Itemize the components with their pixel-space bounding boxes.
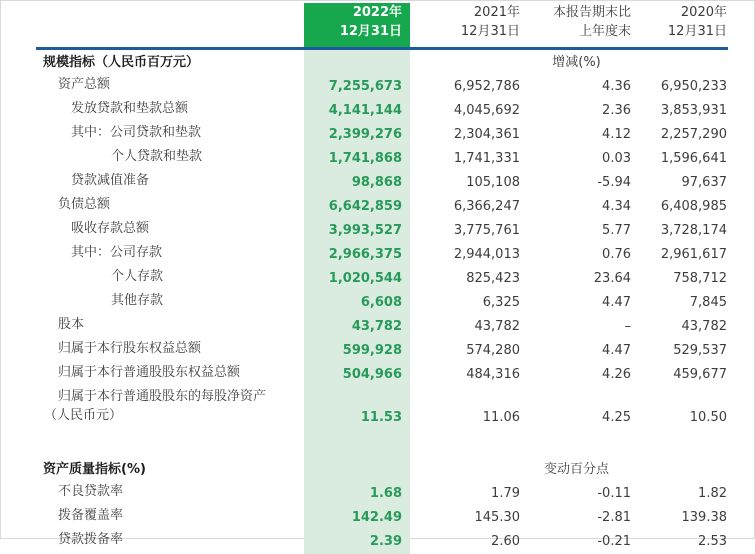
table-row xyxy=(36,506,728,530)
row-label-cell xyxy=(36,147,304,171)
value-2021: 6,366,247 xyxy=(453,198,520,214)
value-2020: 1,596,641 xyxy=(660,150,727,166)
row-label: 个人存款 xyxy=(111,268,164,284)
value-change: 23.64 xyxy=(593,270,631,286)
value-2020: 529,537 xyxy=(673,342,727,358)
value-2020: 758,712 xyxy=(673,270,727,286)
table-row xyxy=(36,530,728,554)
row-label-cell xyxy=(36,506,304,530)
value-2021: 6,952,786 xyxy=(453,78,520,94)
row-label-cell xyxy=(36,219,304,243)
table-row xyxy=(36,147,728,171)
value-2021: 574,280 xyxy=(466,342,520,358)
row-label-cell xyxy=(36,243,304,267)
value-2021: 2.60 xyxy=(491,533,520,549)
value-2021: 1,741,331 xyxy=(453,150,520,166)
value-2021: 3,775,761 xyxy=(453,222,520,238)
value-2020: 3,853,931 xyxy=(660,102,727,118)
row-label: 个人贷款和垫款 xyxy=(111,148,203,164)
value-2022: 142.49 xyxy=(304,506,410,530)
row-label: 贷款拨备率 xyxy=(58,531,124,547)
row-label: 拨备覆盖率 xyxy=(58,507,124,523)
value-change: 4.36 xyxy=(602,78,631,94)
empty-cell xyxy=(410,456,521,482)
table-row xyxy=(36,171,728,195)
value-2022: 2,399,276 xyxy=(304,123,410,147)
row-label-cell xyxy=(36,267,304,291)
value-change: -0.11 xyxy=(597,485,631,501)
value-2021: 145.30 xyxy=(474,509,520,525)
change-unit-label: 增减(%) xyxy=(552,54,601,70)
value-2022: 599,928 xyxy=(304,339,410,363)
empty-cell xyxy=(521,430,632,456)
table-row xyxy=(36,195,728,219)
value-2020: 43,782 xyxy=(681,318,727,334)
column-header-2020-date: 12月31日 xyxy=(667,24,727,39)
value-2022: 6,608 xyxy=(304,291,410,315)
column-header-2021-date: 12月31日 xyxy=(460,24,520,39)
value-2020: 3,728,174 xyxy=(660,222,727,238)
row-label: 其他存款 xyxy=(111,292,164,308)
value-2020: 2.53 xyxy=(698,533,727,549)
value-change: – xyxy=(624,318,631,334)
row-label-cell xyxy=(36,291,304,315)
value-2022: 11.53 xyxy=(304,387,410,430)
value-change: 2.36 xyxy=(602,102,631,118)
row-label: 不良贷款率 xyxy=(58,483,124,499)
table-row xyxy=(36,482,728,506)
column-header-2022-date: 12月31日 xyxy=(339,24,402,39)
value-2021: 1.79 xyxy=(491,485,520,501)
empty-cell xyxy=(410,49,521,75)
row-label: 资产总额 xyxy=(58,76,111,92)
column-header-2020 xyxy=(632,3,728,49)
table-row xyxy=(36,267,728,291)
value-change: -5.94 xyxy=(597,174,631,190)
value-2021: 105,108 xyxy=(466,174,520,190)
green-column-cell xyxy=(304,456,410,482)
value-2020: 7,845 xyxy=(689,294,727,310)
value-2020: 139.38 xyxy=(681,509,727,525)
value-2021: 484,316 xyxy=(466,366,520,382)
empty-cell xyxy=(632,49,728,75)
value-change: 4.12 xyxy=(602,126,631,142)
section-title: 规模指标（人民币百万元） xyxy=(43,54,200,70)
green-column-cell xyxy=(304,49,410,75)
row-label: 其中：公司存款 xyxy=(71,244,163,260)
value-2021: 11.06 xyxy=(482,409,520,425)
row-label-line2: （人民币元） xyxy=(44,407,123,423)
row-label-cell xyxy=(36,315,304,339)
value-change: -0.21 xyxy=(597,533,631,549)
value-2021: 2,944,013 xyxy=(453,246,520,262)
table-row xyxy=(36,339,728,363)
value-2020: 2,257,290 xyxy=(660,126,727,142)
empty-cell xyxy=(410,430,521,456)
row-label-cell xyxy=(36,171,304,195)
table-row xyxy=(36,363,728,387)
empty-cell xyxy=(36,430,304,456)
row-label: 归属于本行股东权益总额 xyxy=(58,340,202,356)
row-label-cell xyxy=(36,363,304,387)
value-2022: 43,782 xyxy=(304,315,410,339)
row-label-cell xyxy=(36,75,304,99)
value-change: 4.47 xyxy=(602,294,631,310)
value-2021: 825,423 xyxy=(466,270,520,286)
section-title: 资产质量指标(%) xyxy=(43,461,146,477)
column-header-2021 xyxy=(410,3,521,49)
row-label: 发放贷款和垫款总额 xyxy=(71,100,189,116)
row-label-cell xyxy=(36,123,304,147)
row-label: 归属于本行普通股股东的每股净资产 xyxy=(58,388,267,404)
value-change: 0.03 xyxy=(602,150,631,166)
table-row xyxy=(36,291,728,315)
value-change: 0.76 xyxy=(602,246,631,262)
value-2022: 3,993,527 xyxy=(304,219,410,243)
row-label-cell xyxy=(36,99,304,123)
financial-summary-page xyxy=(1,1,754,554)
value-change: -2.81 xyxy=(597,509,631,525)
table-row xyxy=(36,219,728,243)
value-2022: 1,020,544 xyxy=(304,267,410,291)
value-change: 5.77 xyxy=(602,222,631,238)
value-2021: 43,782 xyxy=(474,318,520,334)
row-label-cell xyxy=(36,387,304,430)
empty-cell xyxy=(632,430,728,456)
value-2022: 1,741,868 xyxy=(304,147,410,171)
value-2022: 98,868 xyxy=(304,171,410,195)
value-2020: 6,408,985 xyxy=(660,198,727,214)
column-header-2022 xyxy=(304,3,410,49)
value-2021: 6,325 xyxy=(482,294,520,310)
value-2020: 6,950,233 xyxy=(660,78,727,94)
value-2020: 1.82 xyxy=(698,485,727,501)
section-header-row xyxy=(36,456,728,482)
table-row xyxy=(36,243,728,267)
row-label-cell xyxy=(36,482,304,506)
table-row xyxy=(36,387,728,430)
row-label: 归属于本行普通股股东权益总额 xyxy=(58,364,241,380)
value-2020: 459,677 xyxy=(673,366,727,382)
value-2020: 2,961,617 xyxy=(660,246,727,262)
value-2022: 7,255,673 xyxy=(304,75,410,99)
financial-indicators-table xyxy=(36,3,728,554)
row-label-cell xyxy=(36,195,304,219)
row-label-cell xyxy=(36,530,304,554)
value-2022: 504,966 xyxy=(304,363,410,387)
column-header-2020-year: 2020年 xyxy=(680,5,727,20)
table-row xyxy=(36,315,728,339)
change-unit-label: 变动百分点 xyxy=(543,461,609,477)
row-label: 其中：公司贷款和垫款 xyxy=(71,124,202,140)
value-2022: 2,966,375 xyxy=(304,243,410,267)
row-label: 股本 xyxy=(58,316,85,332)
value-2022: 6,642,859 xyxy=(304,195,410,219)
header-empty-cell xyxy=(36,3,304,49)
value-change: 4.47 xyxy=(602,342,631,358)
column-header-2021-year: 2021年 xyxy=(473,5,520,20)
value-2022: 2.39 xyxy=(304,530,410,554)
row-label: 负债总额 xyxy=(58,196,111,212)
green-column-cell xyxy=(304,430,410,456)
column-header-2022-year: 2022年 xyxy=(352,5,402,20)
row-label: 吸收存款总额 xyxy=(71,220,150,236)
value-2022: 1.68 xyxy=(304,482,410,506)
value-change: 4.26 xyxy=(602,366,631,382)
row-label: 贷款减值准备 xyxy=(71,172,150,188)
value-change: 4.34 xyxy=(602,198,631,214)
empty-cell xyxy=(632,456,728,482)
value-2021: 2,304,361 xyxy=(453,126,520,142)
value-2022: 4,141,144 xyxy=(304,99,410,123)
value-2020: 10.50 xyxy=(689,409,727,425)
value-2020: 97,637 xyxy=(681,174,727,190)
column-header-change xyxy=(521,3,632,49)
section-spacer-row xyxy=(36,430,728,456)
value-change: 4.25 xyxy=(602,409,631,425)
table-row xyxy=(36,75,728,99)
table-header-row xyxy=(36,3,728,49)
table-row xyxy=(36,123,728,147)
column-header-change-line1: 本报告期末比 xyxy=(552,5,631,20)
section-header-row xyxy=(36,49,728,75)
column-header-change-line2: 上年度末 xyxy=(578,24,631,39)
value-2021: 4,045,692 xyxy=(453,102,520,118)
table-row xyxy=(36,99,728,123)
row-label-cell xyxy=(36,339,304,363)
